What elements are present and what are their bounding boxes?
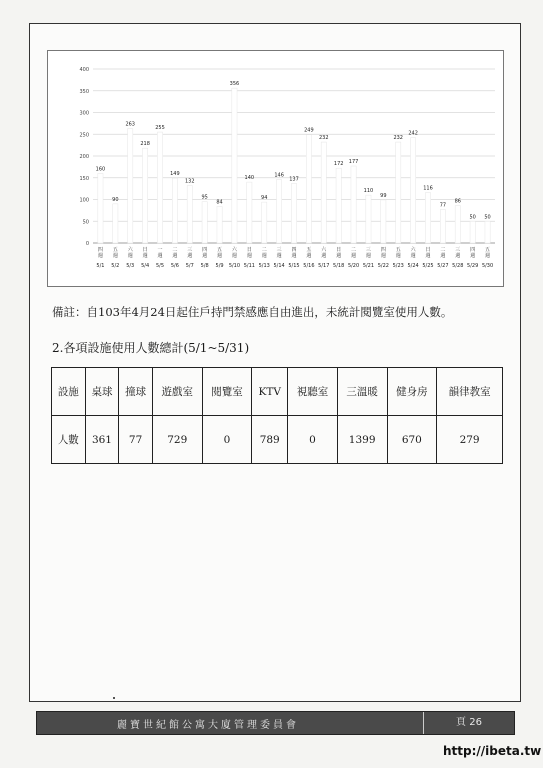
data-label: 160 — [95, 166, 106, 173]
weekday-prefix: 週 — [172, 253, 178, 259]
table-cell: 0 — [288, 416, 338, 464]
data-label: 50 — [469, 214, 476, 221]
weekday-prefix: 週 — [455, 253, 461, 259]
bar — [143, 148, 148, 243]
x-tick-label: 5/20 — [347, 263, 360, 269]
x-tick-label: 5/21 — [362, 263, 375, 269]
weekday-prefix: 週 — [321, 253, 327, 259]
weekday-prefix: 週 — [142, 253, 148, 259]
data-label: 242 — [408, 130, 418, 137]
bar — [98, 173, 103, 243]
weekday-label: 三 — [365, 247, 371, 253]
weekday-prefix: 週 — [485, 253, 491, 259]
bar — [455, 206, 460, 243]
weekday-label: 四 — [470, 247, 476, 253]
data-label: 94 — [261, 195, 268, 202]
weekday-label: 日 — [142, 247, 148, 253]
data-label: 218 — [140, 141, 150, 148]
weekday-prefix: 週 — [440, 253, 446, 259]
weekday-prefix: 週 — [410, 253, 416, 259]
weekday-prefix: 週 — [246, 253, 252, 259]
table-cell: KTV — [252, 368, 288, 416]
data-label: 172 — [333, 161, 344, 168]
weekday-label: 三 — [187, 247, 193, 253]
bar — [425, 193, 430, 243]
table-cell: 789 — [252, 416, 288, 464]
footer-title: 麗寶世紀館公寓大廈管理委員會 — [117, 720, 299, 731]
x-tick-label: 5/1 — [96, 263, 105, 269]
data-label: 90 — [112, 196, 119, 203]
x-tick-label: 5/8 — [200, 263, 209, 269]
weekday-label: 五 — [306, 247, 312, 253]
data-label: 177 — [348, 159, 359, 166]
data-label: 132 — [185, 178, 195, 185]
table-cell: 0 — [202, 416, 252, 464]
weekday-prefix: 週 — [306, 253, 312, 259]
data-label: 116 — [423, 185, 433, 192]
table-cell: 閱覽室 — [202, 368, 252, 416]
watermark-url: http://ibeta.tw — [443, 744, 542, 758]
y-tick-label: 250 — [79, 132, 89, 139]
table-cell: 1399 — [337, 416, 387, 464]
bar — [187, 186, 192, 243]
y-tick-label: 0 — [85, 241, 89, 247]
weekday-label: 四 — [202, 247, 208, 253]
x-tick-label: 5/24 — [407, 263, 419, 269]
weekday-prefix: 週 — [127, 253, 133, 259]
table-cell: 729 — [152, 416, 202, 464]
table-cell: 77 — [119, 416, 153, 464]
bar — [470, 221, 475, 243]
x-tick-label: 5/9 — [215, 263, 224, 269]
x-tick-label: 5/7 — [185, 263, 194, 269]
data-label: 99 — [380, 192, 387, 199]
bar — [217, 206, 222, 243]
table-cell: 撞球 — [119, 368, 153, 416]
weekday-prefix: 週 — [276, 253, 282, 259]
facility-usage-table — [51, 367, 503, 464]
x-tick-label: 5/6 — [170, 263, 179, 269]
data-label: 232 — [393, 135, 403, 142]
bar — [381, 200, 386, 243]
weekday-prefix: 週 — [470, 253, 476, 259]
table-cell: 人數 — [52, 416, 86, 464]
weekday-label: 三 — [455, 247, 461, 253]
weekday-prefix: 週 — [291, 253, 297, 259]
bar — [291, 183, 296, 243]
x-tick-label: 5/23 — [392, 263, 404, 269]
weekday-label: 六 — [231, 247, 237, 253]
y-tick-label: 150 — [79, 175, 89, 182]
x-tick-label: 5/5 — [155, 263, 165, 269]
table-header-row — [52, 368, 503, 416]
data-label: 149 — [170, 171, 180, 178]
x-tick-label: 5/16 — [303, 263, 315, 269]
data-label: 232 — [319, 135, 329, 142]
weekday-label: 四 — [291, 247, 297, 253]
x-tick-label: 5/17 — [318, 263, 330, 269]
x-tick-label: 5/4 — [141, 263, 150, 269]
x-tick-label: 5/28 — [452, 263, 464, 269]
weekday-label: 日 — [336, 247, 342, 253]
table-cell: 279 — [437, 416, 503, 464]
data-label: 110 — [363, 188, 374, 195]
weekday-label: 二 — [261, 247, 267, 253]
table-row — [52, 416, 503, 464]
data-label: 95 — [201, 194, 208, 201]
bar — [262, 202, 267, 243]
x-tick-label: 5/11 — [243, 263, 255, 269]
bar — [440, 210, 445, 243]
x-tick-label: 5/18 — [333, 263, 345, 269]
bar — [172, 178, 177, 243]
x-tick-label: 5/13 — [258, 263, 270, 269]
weekday-label: 二 — [172, 247, 178, 253]
note-text: 備註：自103年4月24日起住戶持門禁感應自由進出，未統計閱覽室使用人數。 — [52, 305, 453, 319]
table-cell: 361 — [85, 416, 119, 464]
y-tick-label: 300 — [79, 110, 89, 117]
table-cell: 遊戲室 — [152, 368, 202, 416]
bar — [336, 168, 341, 243]
bar — [366, 195, 371, 243]
y-tick-label: 400 — [79, 67, 89, 73]
table-cell: 670 — [387, 416, 437, 464]
x-tick-label: 5/2 — [111, 263, 120, 269]
x-tick-label: 5/25 — [422, 263, 434, 269]
weekday-label: 六 — [127, 247, 133, 253]
data-label: 50 — [484, 214, 491, 221]
data-label: 84 — [216, 199, 223, 206]
x-tick-label: 5/10 — [228, 263, 241, 269]
weekday-label: 五 — [217, 247, 223, 253]
bar — [157, 132, 162, 243]
bar — [411, 138, 416, 243]
data-label: 255 — [155, 125, 165, 132]
weekday-prefix: 週 — [217, 253, 223, 259]
table-cell: 韻律教室 — [437, 368, 503, 416]
x-tick-label: 5/29 — [467, 263, 479, 269]
weekday-label: 二 — [440, 247, 446, 253]
data-label: 146 — [274, 172, 284, 179]
table-cell: 健身房 — [387, 368, 437, 416]
x-tick-label: 5/30 — [481, 263, 494, 269]
y-tick-label: 100 — [79, 197, 89, 204]
bar — [232, 88, 237, 243]
weekday-label: 六 — [410, 247, 416, 253]
data-label: 356 — [229, 81, 240, 88]
bar — [485, 221, 490, 243]
bar — [277, 179, 282, 243]
weekday-label: 五 — [112, 247, 118, 253]
x-tick-label: 5/27 — [437, 263, 449, 269]
daily-usage-bar-chart — [48, 51, 503, 286]
weekday-label: 六 — [321, 247, 327, 253]
bar — [306, 135, 311, 243]
weekday-prefix: 週 — [425, 253, 431, 259]
data-label: 249 — [304, 127, 314, 134]
weekday-prefix: 週 — [395, 253, 401, 259]
weekday-prefix: 週 — [112, 253, 118, 259]
section-title: 2.各項設施使用人數總計(5/1~5/31) — [52, 341, 250, 355]
weekday-prefix: 週 — [261, 253, 267, 259]
weekday-label: 二 — [351, 247, 357, 253]
bar — [202, 202, 207, 243]
page-number: 頁 26 — [423, 712, 514, 734]
y-tick-label: 350 — [79, 88, 89, 95]
bar — [128, 129, 133, 243]
bar — [321, 142, 326, 243]
bar — [396, 142, 401, 243]
weekday-prefix: 週 — [351, 253, 357, 259]
data-label: 137 — [289, 176, 299, 183]
weekday-prefix: 週 — [380, 253, 386, 259]
weekday-label: 一 — [157, 247, 163, 253]
weekday-prefix: 週 — [336, 253, 342, 259]
data-label: 86 — [454, 198, 461, 205]
weekday-label: 五 — [485, 247, 491, 253]
bar — [113, 204, 118, 243]
weekday-label: 四 — [97, 247, 103, 253]
table-cell: 桌球 — [85, 368, 119, 416]
bar — [351, 166, 356, 243]
data-label: 140 — [244, 175, 255, 182]
weekday-prefix: 週 — [365, 253, 371, 259]
y-tick-label: 50 — [82, 219, 89, 226]
weekday-label: 日 — [425, 247, 431, 253]
table-cell: 設施 — [52, 368, 86, 416]
scan-speck — [113, 697, 115, 699]
weekday-label: 四 — [380, 247, 386, 253]
weekday-label: 日 — [246, 247, 252, 253]
data-label: 263 — [125, 121, 135, 128]
weekday-prefix: 週 — [97, 253, 103, 259]
bar — [247, 182, 252, 243]
weekday-label: 三 — [276, 247, 282, 253]
y-tick-label: 200 — [79, 154, 89, 160]
x-tick-label: 5/3 — [126, 263, 135, 269]
footer-bar — [36, 711, 515, 735]
x-tick-label: 5/14 — [273, 263, 285, 269]
weekday-label: 五 — [395, 247, 401, 253]
weekday-prefix: 週 — [157, 253, 163, 259]
table-cell: 三溫暖 — [337, 368, 387, 416]
x-tick-label: 5/22 — [377, 263, 389, 269]
weekday-prefix: 週 — [231, 253, 237, 259]
table-cell: 視聽室 — [288, 368, 338, 416]
weekday-prefix: 週 — [187, 253, 193, 259]
usage-chart — [47, 50, 504, 287]
data-label: 77 — [439, 202, 447, 209]
x-tick-label: 5/15 — [288, 263, 300, 269]
weekday-prefix: 週 — [202, 253, 208, 259]
